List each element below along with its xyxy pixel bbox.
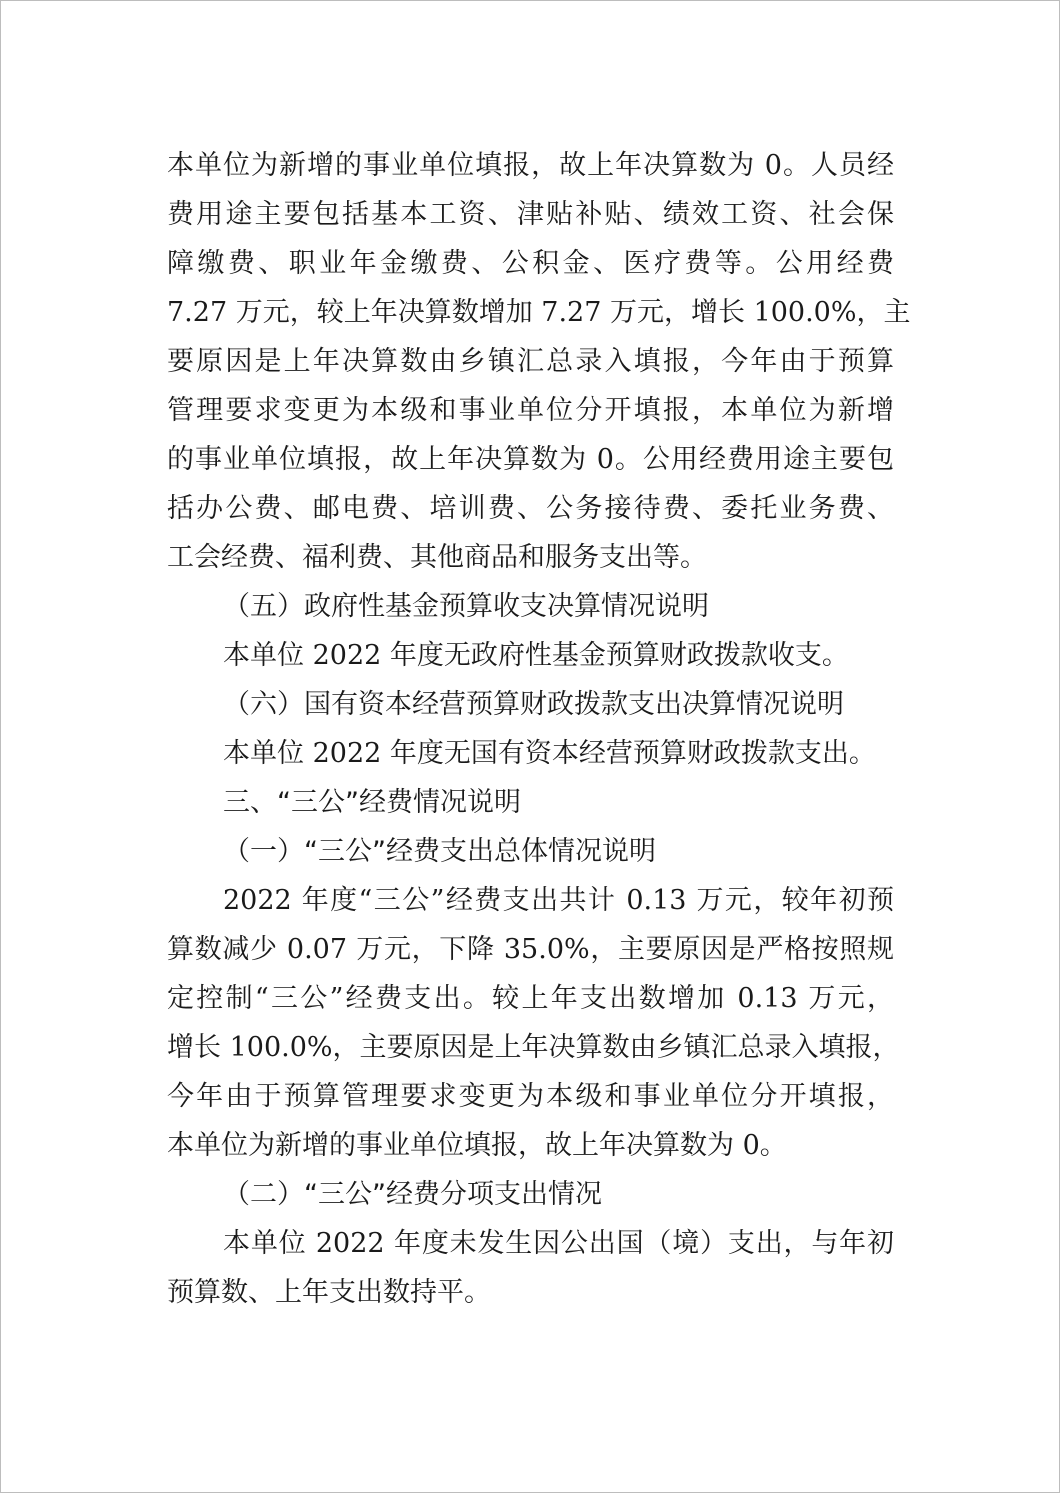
body-text-line: 预算数、上年支出数持平。: [167, 1277, 491, 1308]
body-text-line: 障缴费、职业年金缴费、公积金、医疗费等。公用经费: [167, 248, 894, 279]
body-text-line: 今年由于预算管理要求变更为本级和事业单位分开填报，: [167, 1081, 894, 1112]
section-heading: 三、“三公”经费情况说明: [223, 787, 521, 818]
body-text-line: 算数减少 0.07 万元，下降 35.0%，主要原因是严格按照规: [167, 934, 894, 965]
body-text-line: 括办公费、邮电费、培训费、公务接待费、委托业务费、: [167, 493, 894, 524]
body-text-line: 本单位 2022 年度未发生因公出国（境）支出，与年初: [223, 1228, 894, 1259]
body-text-line: 本单位 2022 年度无国有资本经营预算财政拨款支出。: [223, 738, 876, 769]
body-text-line: 管理要求变更为本级和事业单位分开填报，本单位为新增: [167, 395, 894, 426]
section-heading: （二）“三公”经费分项支出情况: [223, 1179, 602, 1210]
body-text-line: 2022 年度“三公”经费支出共计 0.13 万元，较年初预: [223, 885, 894, 916]
body-text-line: 7.27 万元，较上年决算数增加 7.27 万元，增长 100.0%，主: [167, 297, 911, 328]
body-text-line: 费用途主要包括基本工资、津贴补贴、绩效工资、社会保: [167, 199, 894, 230]
body-text-line: 工会经费、福利费、其他商品和服务支出等。: [167, 542, 707, 573]
body-text-line: 增长 100.0%，主要原因是上年决算数由乡镇汇总录入填报，: [167, 1032, 900, 1063]
section-heading: （五）政府性基金预算收支决算情况说明: [223, 591, 709, 622]
section-heading: （六）国有资本经营预算财政拨款支出决算情况说明: [223, 689, 844, 720]
body-text-line: 要原因是上年决算数由乡镇汇总录入填报，今年由于预算: [167, 346, 894, 377]
body-text-line: 的事业单位填报，故上年决算数为 0。公用经费用途主要包: [167, 444, 894, 475]
body-text-line: 本单位为新增的事业单位填报，故上年决算数为 0。人员经: [167, 150, 894, 181]
body-text-line: 本单位为新增的事业单位填报，故上年决算数为 0。: [167, 1130, 787, 1161]
section-heading: （一）“三公”经费支出总体情况说明: [223, 836, 656, 867]
body-text-line: 本单位 2022 年度无政府性基金预算财政拨款收支。: [223, 640, 849, 671]
body-text-line: 定控制“三公”经费支出。较上年支出数增加 0.13 万元，: [167, 983, 894, 1014]
